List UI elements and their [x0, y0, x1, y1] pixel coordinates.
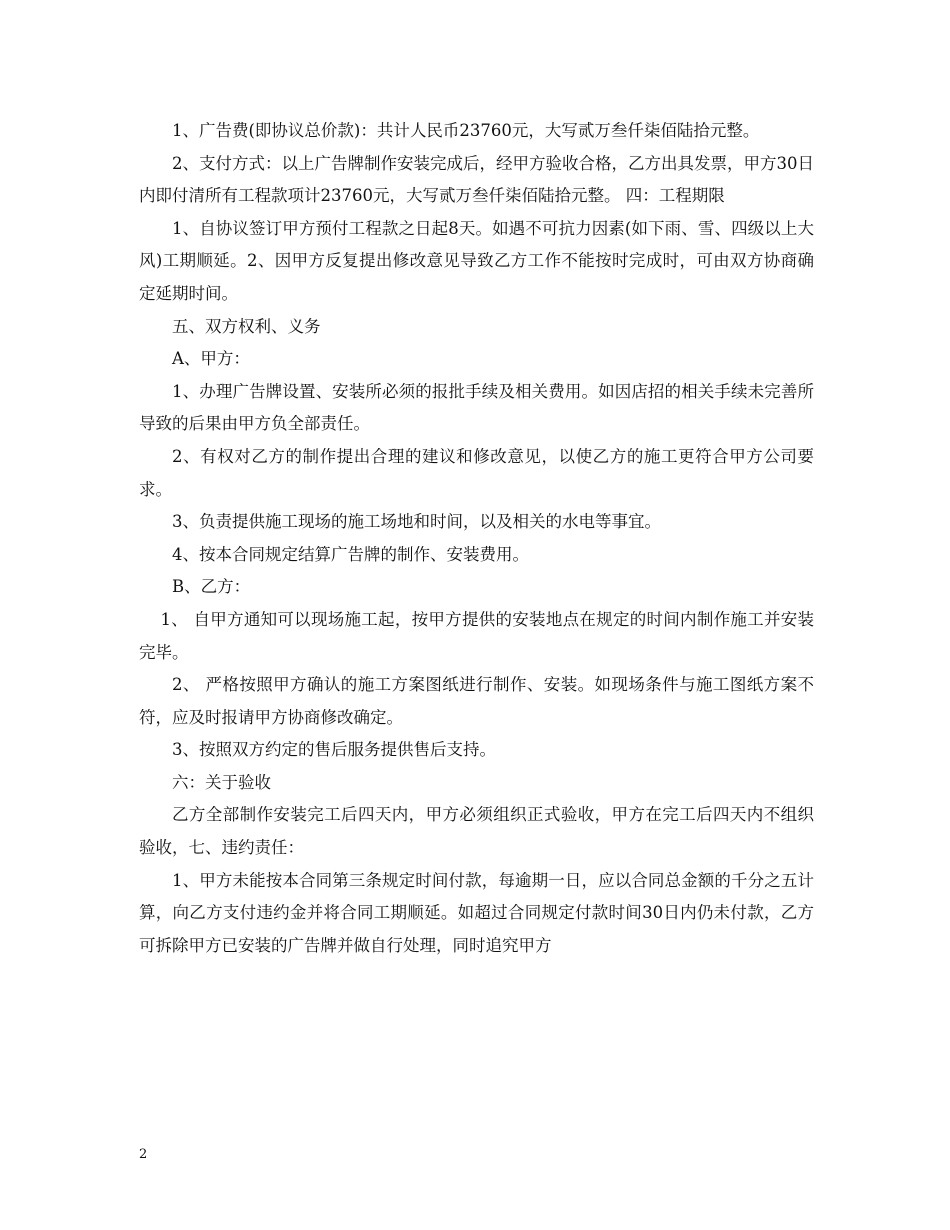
- section-heading-acceptance: 六：关于验收: [172, 772, 271, 792]
- paragraph-party-b-item-3: 3、按照双方约定的售后服务提供售后支持。: [172, 740, 496, 760]
- paragraph-payment-method: 2、支付方式：以上广告牌制作安装完成后，经甲方验收合格，乙方出具发票，甲方30日内即付清所有工程款项计23760元，大写贰万叁仟柒佰陆拾元整。 四：工程期限: [139, 153, 814, 206]
- section-heading-rights-obligations: 五、双方权利、义务: [172, 316, 321, 336]
- paragraph-acceptance: 乙方全部制作安装完工后四天内，甲方必须组织正式验收，甲方在完工后四天内不组织验收，七、违约责任：: [139, 805, 814, 858]
- paragraph-breach-item-1: 1、甲方未能按本合同第三条规定时间付款，每逾期一日，应以合同总金额的千分之五计算，向乙方支付违约金并将合同工期顺延。如超过合同规定付款时间30日内仍未付款，乙方可拆除甲方已安装的广告牌并做自行处理，同时追究甲方: [139, 870, 814, 955]
- paragraph-party-a-item-3: 3、负责提供施工现场的施工场地和时间，以及相关的水电等事宜。: [172, 512, 661, 532]
- paragraph-work-period: 1、自协议签订甲方预付工程款之日起8天。如遇不可抗力因素(如下雨、雪、四级以上大风)工期顺延。2、因甲方反复提出修改意见导致乙方工作不能按时完成时，可由双方协商确定延期时间。: [139, 218, 814, 303]
- paragraph-party-a-item-1: 1、办理广告牌设置、安装所必须的报批手续及相关费用。如因店招的相关手续未完善所导致的后果由甲方负全部责任。: [139, 381, 814, 434]
- paragraph-advertising-fee: 1、广告费(即协议总价款)：共计人民币23760元，大写贰万叁仟柒佰陆拾元整。: [172, 121, 760, 140]
- paragraph-party-a-item-2: 2、有权对乙方的制作提出合理的建议和修改意见，以使乙方的施工更符合甲方公司要求。: [139, 446, 814, 499]
- subheading-party-b: B、乙方：: [172, 577, 251, 597]
- paragraph-party-b-item-2: 2、 严格按照甲方确认的施工方案图纸进行制作、安装。如现场条件与施工图纸方案不符，应及时报请甲方协商修改确定。: [139, 675, 814, 727]
- page-number: 2: [139, 1147, 148, 1162]
- subheading-party-a: A、甲方：: [172, 349, 250, 369]
- document-body: [139, 115, 814, 962]
- paragraph-party-a-item-4: 4、按本合同规定结算广告牌的制作、安装费用。: [172, 544, 529, 564]
- paragraph-party-b-item-1: 1、 自甲方通知可以现场施工起，按甲方提供的安装地点在规定的时间内制作施工并安装完毕。: [139, 609, 814, 662]
